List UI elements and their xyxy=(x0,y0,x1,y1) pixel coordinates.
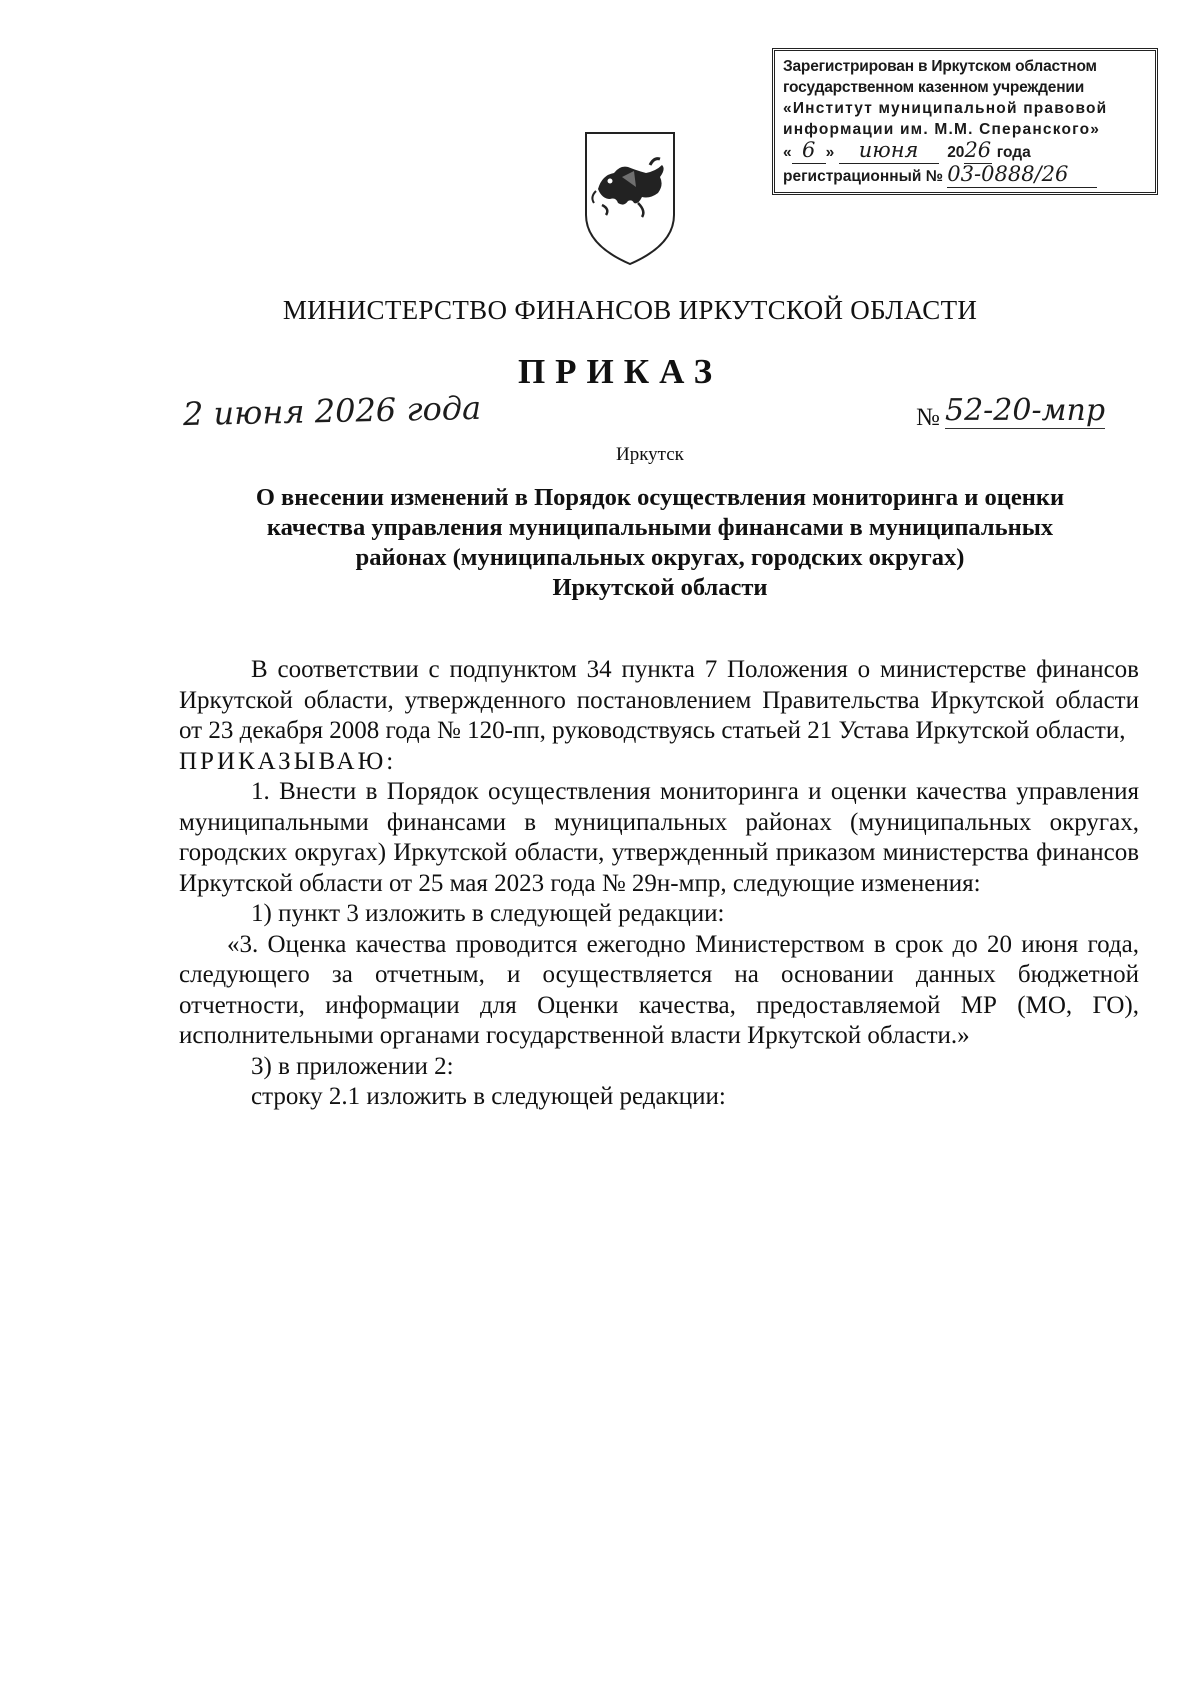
paragraph-subitem-3: 3) в приложении 2: xyxy=(251,1052,454,1080)
stamp-reg-label: регистрационный № xyxy=(783,168,943,185)
city-name: Иркутск xyxy=(616,444,684,465)
order-word: ПРИКАЗЫВАЮ: xyxy=(179,747,397,775)
paragraph-subitem-1: 1) пункт 3 изложить в следующей редакции: xyxy=(251,900,725,927)
stamp-line-1: Зарегистрирован в Иркутском областном xyxy=(783,58,1097,75)
stamp-line-3: «Институт муниципальной правовой xyxy=(783,100,1108,117)
paragraph-row-edit: строку 2.1 изложить в следующей редакции: xyxy=(251,1083,726,1110)
document-heading xyxy=(170,483,1150,603)
document-body xyxy=(179,655,1139,1113)
stamp-month: июня xyxy=(858,138,919,162)
stamp-line-2: государственном казенном учреждении xyxy=(783,79,1085,96)
document-title: ПРИКАЗ xyxy=(517,352,723,391)
registration-stamp xyxy=(772,48,1158,195)
order-number-label: № xyxy=(916,404,940,431)
heading-line-4: Иркутской области xyxy=(552,574,768,601)
paragraph-quoted-text: «3. Оценка качества проводится ежегодно Министерством в срок до 20 июня года, следующего за отчетным, и осуществляется на основании данных бюджетной отчетности, информации для Оценки качества, предоставляемой МР (МО, ГО), исполнительными органами государственной власти Иркутской области.» xyxy=(179,930,1139,1049)
preamble-paragraph: В соответствии с подпунктом 34 пункта 7 Положения о министерстве финансов Иркутской области, утвержденного постановлением Правительства Иркутской области от 23 декабря 2008 года № 120-пп, руководствуясь статьей 21 Устава Иркутской области, xyxy=(179,656,1139,744)
stamp-year-word: года xyxy=(996,144,1031,161)
stamp-year-prefix: 20 xyxy=(947,144,965,161)
stamp-day: 6 xyxy=(801,138,816,162)
heading-line-2: качества управления муниципальными финансами в муниципальных xyxy=(266,514,1054,541)
ministry-name: МИНИСТЕРСТВО ФИНАНСОВ ИРКУТСКОЙ ОБЛАСТИ xyxy=(282,295,978,325)
heading-line-1: О внесении изменений в Порядок осуществления мониторинга и оценки xyxy=(255,484,1065,511)
stamp-line-4: информации им. М.М. Сперанского» xyxy=(783,121,1101,138)
order-date: 2 июня 2026 года xyxy=(182,388,482,434)
stamp-reg-number: 03-0888/26 xyxy=(947,162,1069,186)
order-number: 52-20-мпр xyxy=(945,393,1106,428)
paragraph-item-1: 1. Внести в Порядок осуществления мониторинга и оценки качества управления муниципальными финансами в муниципальных районах (муниципальных округах, городских округах) Иркутской области, утвержденный приказом министерства финансов Иркутской области от 25 мая 2023 года № 29н-мпр, следующие изменения: xyxy=(179,778,1139,897)
heading-line-3: районах (муниципальных округах, городских округах) xyxy=(355,544,965,571)
stamp-date-line: « 6 » июня 2026 года xyxy=(783,138,1031,162)
stamp-registration-line xyxy=(783,164,1147,188)
coat-of-arms-emblem xyxy=(580,127,680,270)
stamp-year-suffix: 26 xyxy=(964,138,992,162)
